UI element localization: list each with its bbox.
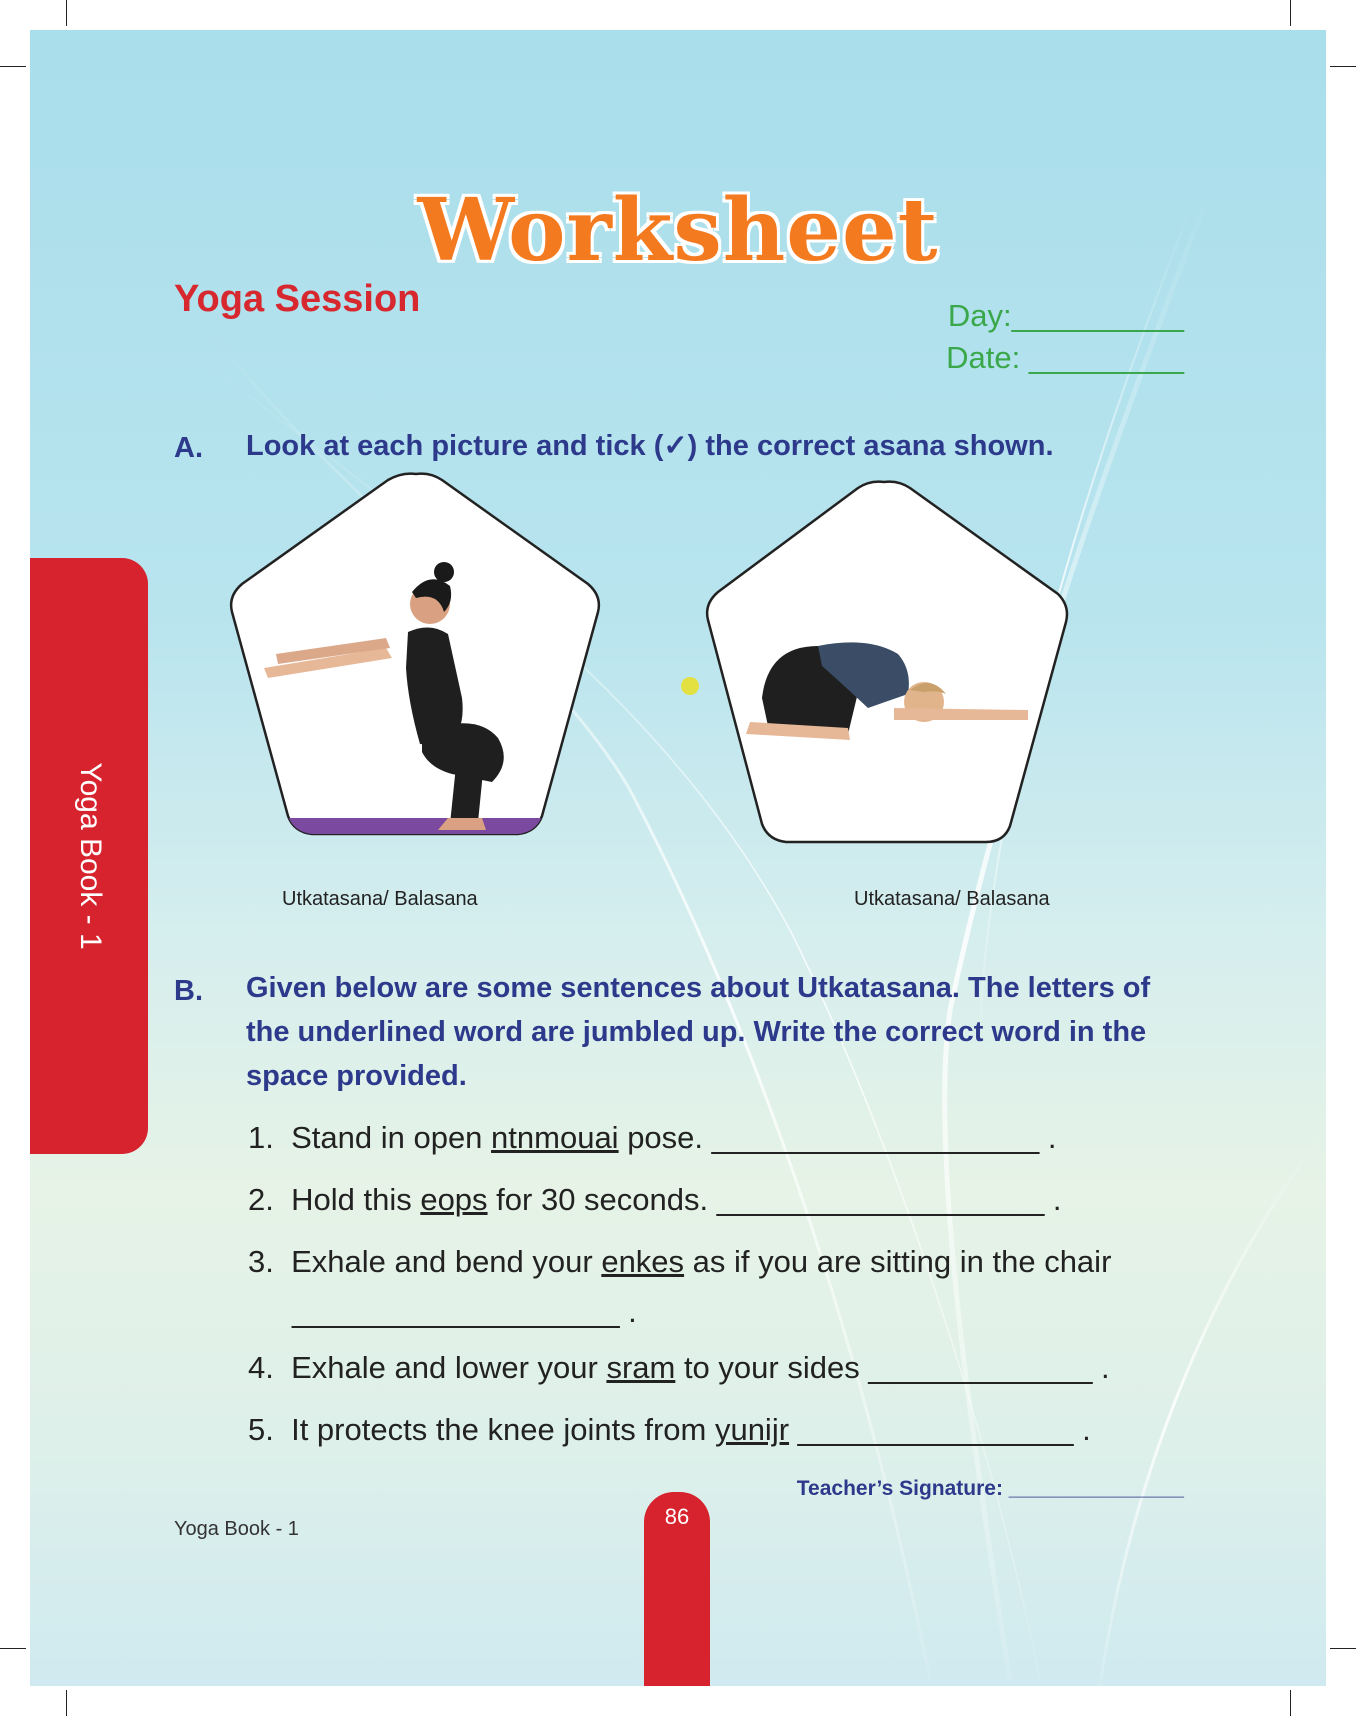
crop-mark xyxy=(0,1648,26,1649)
jumbled-word: yunijr xyxy=(714,1412,790,1447)
date-field xyxy=(946,340,1184,376)
item-number: 3. xyxy=(248,1244,274,1279)
crop-mark xyxy=(66,0,67,26)
jumbled-word: ntnmouai xyxy=(491,1120,619,1155)
teacher-signature[interactable] xyxy=(797,1477,1184,1501)
item-number: 5. xyxy=(248,1412,274,1447)
list-item[interactable] xyxy=(248,1244,1111,1280)
item-text: Stand in open xyxy=(291,1120,492,1155)
crop-mark xyxy=(66,1690,67,1716)
jumbled-word: sram xyxy=(606,1350,676,1385)
section-a-instruction: Look at each picture and tick (✓) the correct asana shown. xyxy=(246,430,1054,462)
answer-blank[interactable]: ___________________ . xyxy=(292,1294,637,1329)
item-text: Exhale and lower your xyxy=(291,1350,607,1385)
item-text: Hold this xyxy=(291,1182,421,1217)
item-number: 2. xyxy=(248,1182,274,1217)
date-blank[interactable]: _________ xyxy=(1028,340,1184,375)
section-b-instruction-line-1: Given below are some sentences about Utkatasana. The letters of xyxy=(246,972,1151,1004)
crop-mark xyxy=(0,66,26,67)
section-b-instruction-line-3: space provided. xyxy=(246,1060,467,1092)
crop-mark xyxy=(1290,1690,1291,1716)
page-number: 86 xyxy=(664,1504,690,1529)
list-item[interactable] xyxy=(248,1120,1056,1156)
answer-blank[interactable]: for 30 seconds. ___________________ . xyxy=(487,1182,1062,1217)
crop-mark xyxy=(1330,1648,1356,1649)
list-item[interactable] xyxy=(248,1412,1091,1448)
day-field xyxy=(948,298,1184,334)
item-text: as if you are sitting in the chair xyxy=(684,1244,1112,1279)
jumbled-word: enkes xyxy=(601,1244,685,1279)
answer-blank[interactable]: ________________ . xyxy=(789,1412,1091,1447)
side-tab-label: Yoga Book - 1 xyxy=(74,762,107,950)
picture-1-caption[interactable]: Utkatasana/ Balasana xyxy=(282,888,478,910)
day-blank[interactable]: __________ xyxy=(1011,298,1184,333)
item-number: 1. xyxy=(248,1120,274,1155)
picture-2-caption[interactable]: Utkatasana/ Balasana xyxy=(854,888,1050,910)
worksheet-page xyxy=(30,30,1326,1686)
crop-mark xyxy=(1290,0,1291,26)
picture-frame-balasana xyxy=(698,470,1098,860)
picture-frame-utkatasana xyxy=(216,462,616,862)
item-text: Exhale and bend your xyxy=(291,1244,602,1279)
footer-book-name: Yoga Book - 1 xyxy=(174,1518,299,1540)
answer-blank[interactable]: pose. ___________________ . xyxy=(618,1120,1057,1155)
signature-blank[interactable]: _______________ xyxy=(1002,1477,1184,1500)
signature-label: Teacher’s Signature: xyxy=(796,1477,1003,1500)
date-label: Date: xyxy=(946,340,1021,375)
crop-mark xyxy=(1330,66,1356,67)
list-item[interactable] xyxy=(248,1350,1110,1386)
subject-heading: Yoga Session xyxy=(174,278,421,320)
item-text: It protects the knee joints from xyxy=(291,1412,715,1447)
item-number: 4. xyxy=(248,1350,274,1385)
jumbled-word: eops xyxy=(420,1182,488,1217)
worksheet-title: Worksheet xyxy=(417,180,939,281)
day-label: Day: xyxy=(947,298,1012,333)
list-item[interactable] xyxy=(248,1182,1062,1218)
section-b-label: B. xyxy=(174,975,203,1007)
answer-blank[interactable]: to your sides _____________ . xyxy=(675,1350,1110,1385)
section-b-instruction-line-2: the underlined word are jumbled up. Write the correct word in the xyxy=(246,1016,1147,1048)
section-a-label: A. xyxy=(174,432,203,464)
